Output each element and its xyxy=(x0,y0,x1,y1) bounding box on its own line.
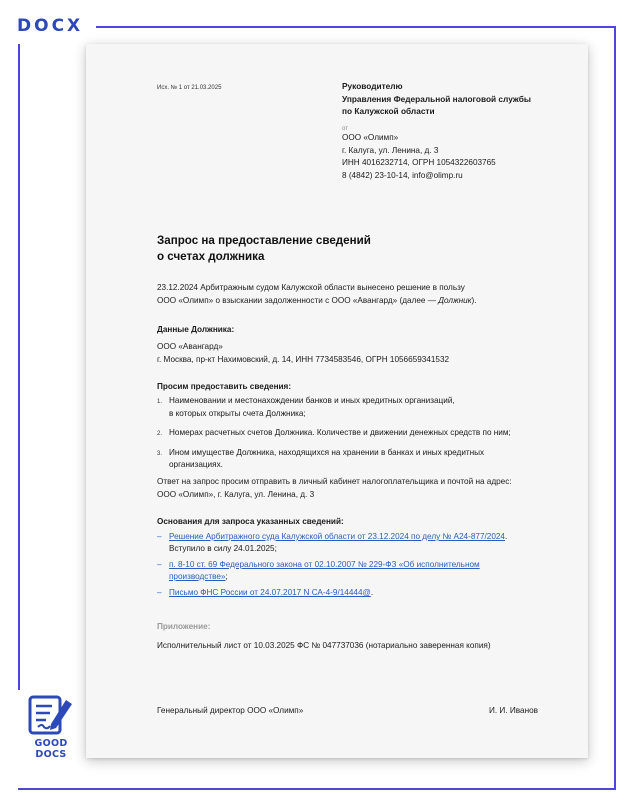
outgoing-ref: Исх. № 1 от 21.03.2025 xyxy=(157,85,222,91)
attachment-text: Исполнительный лист от 10.03.2025 ФС № 047737036 (нотариально заверенная копия) xyxy=(157,641,491,650)
brand-docx-logo: DOCX xyxy=(17,16,84,36)
good-docs-logo-text: GOOD DOCS xyxy=(34,738,68,760)
frame-line-left xyxy=(18,44,20,690)
federal-law-link-cont[interactable]: производстве» xyxy=(169,572,226,581)
signature-name: И. И. Иванов xyxy=(489,706,538,715)
basis-heading: Основания для запроса указанных сведений: xyxy=(157,517,344,526)
debtor-details: ООО «Авангард» г. Москва, пр-кт Нахимовский, д. 14, ИНН 7734583546, ОГРН 1056659341532 xyxy=(157,342,450,364)
list-item: – Решение Арбитражного суда Калужской области от 23.12.2024 по делу № А24-877/2024. Вступило в силу 24.01.2025; xyxy=(157,532,508,553)
frame-line-right xyxy=(614,26,616,790)
fns-letter-link[interactable]: Письмо ФНС России от 24.07.2017 N СА-4-9/14444@ xyxy=(169,588,371,597)
request-list xyxy=(157,395,577,479)
signature-position: Генеральный директор ООО «Олимп» xyxy=(157,706,304,715)
document-page xyxy=(86,44,588,758)
document-title: Запрос на предоставление сведений о счетах должника xyxy=(157,234,371,263)
federal-law-link[interactable]: п. 8-10 ст. 69 Федерального закона от 02.10.2007 № 229-ФЗ «Об исполнительном xyxy=(169,560,480,569)
list-item: – Письмо ФНС России от 24.07.2017 N СА-4-9/14444@. xyxy=(157,588,374,597)
basis-list xyxy=(157,531,577,603)
intro-paragraph: 23.12.2024 Арбитражным судом Калужской области вынесено решение в пользу ООО «Олимп» о взыскании задолженности с ООО «Авангард» (далее — Должник). xyxy=(157,283,477,305)
request-heading: Просим предоставить сведения: xyxy=(157,382,292,391)
list-item: 3. Ином имуществе Должника, находящихся на хранении в банках и иных кредитных организациях. xyxy=(157,447,485,469)
addressee-block: Руководителю Управления Федеральной налоговой службы по Калужской области xyxy=(342,81,531,116)
attachment-heading: Приложение: xyxy=(157,622,211,631)
frame-line-bottom xyxy=(18,788,616,790)
list-item: 2. Номерах расчетных счетов Должника. Количестве и движении денежных средств по ним; xyxy=(157,428,511,437)
reply-paragraph: Ответ на запрос просим отправить в личный кабинет налогоплательщика и почтой на адрес: ООО «Олимп», г. Калуга, ул. Ленина, д. 3 xyxy=(157,477,512,499)
debtor-heading: Данные Должника: xyxy=(157,325,235,334)
sender-block: ООО «Олимп» г. Калуга, ул. Ленина, д. 3 ИНН 4016232714, ОГРН 1054322603765 8 (4842) 23-10-14, info@olimp.ru xyxy=(342,133,496,180)
frame-line-top xyxy=(96,26,616,28)
from-label: от xyxy=(342,126,348,132)
list-item: 1. Наименовании и местонахождении банков и иных кредитных организаций, в которых открыты счета Должника; xyxy=(157,396,455,418)
court-decision-link[interactable]: Решение Арбитражного суда Калужской области от 23.12.2024 по делу № А24-877/2024 xyxy=(169,532,505,541)
list-item: – п. 8-10 ст. 69 Федерального закона от 02.10.2007 № 229-ФЗ «Об исполнительном производстве»; xyxy=(157,560,480,581)
